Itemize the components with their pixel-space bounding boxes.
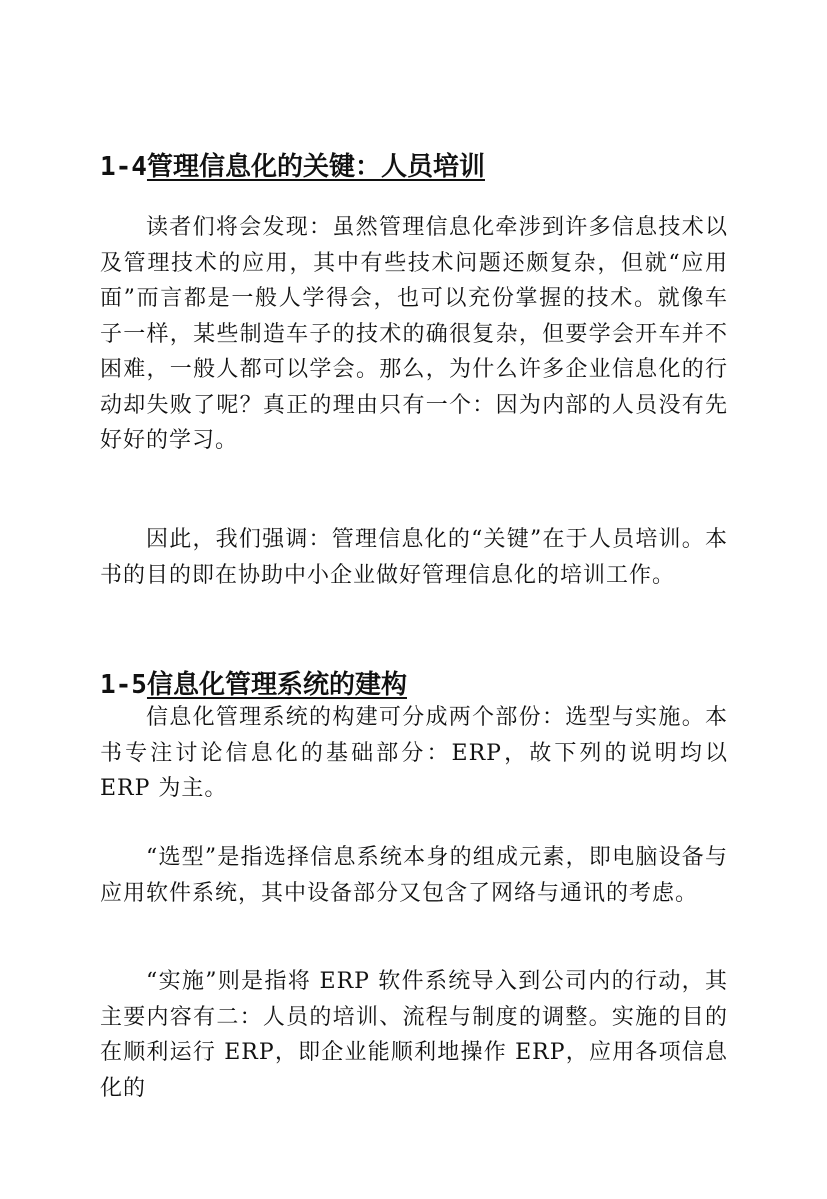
paragraph: 因此，我们强调：管理信息化的“关键”在于人员培训。本书的目的即在协助中小企业做好管理信息化的培训工作。 xyxy=(100,527,728,588)
paragraph: “实施”则是指将 ERP 软件系统导入到公司内的行动，其主要内容有二：人员的培训、流程与制度的调整。实施的目的在顺利运行 ERP，即企业能顺利地操作 ERP，应用各项信息化的 xyxy=(100,969,728,1101)
paragraph: 读者们将会发现：虽然管理信息化牵涉到许多信息技术以及管理技术的应用，其中有些技术问题还颇复杂，但就“应用面”而言都是一般人学得会，也可以充份掌握的技术。就像车子一样，某些制造车子的技术的确很复杂，但要学会开车并不困难，一般人都可以学会。那么，为什么许多企业信息化的行动却失败了呢？真正的理由只有一个：因为内部的人员没有先好好的学习。 xyxy=(100,215,728,453)
section-number: 1-4 xyxy=(100,152,147,182)
section-heading-1-4 xyxy=(100,149,740,185)
section-title: 管理信息化的关键：人员培训 xyxy=(146,152,485,182)
section-heading-1-5 xyxy=(100,667,740,703)
paragraph: 信息化管理系统的构建可分成两个部份：选型与实施。本书专注讨论信息化的基础部分：ERP，故下列的说明均以 ERP 为主。 xyxy=(100,705,728,801)
paragraph: “选型”是指选择信息系统本身的组成元素，即电脑设备与应用软件系统，其中设备部分又包含了网络与通讯的考虑。 xyxy=(100,845,728,906)
section-number: 1-5 xyxy=(100,670,147,700)
section-title: 信息化管理系统的建构 xyxy=(146,670,407,700)
